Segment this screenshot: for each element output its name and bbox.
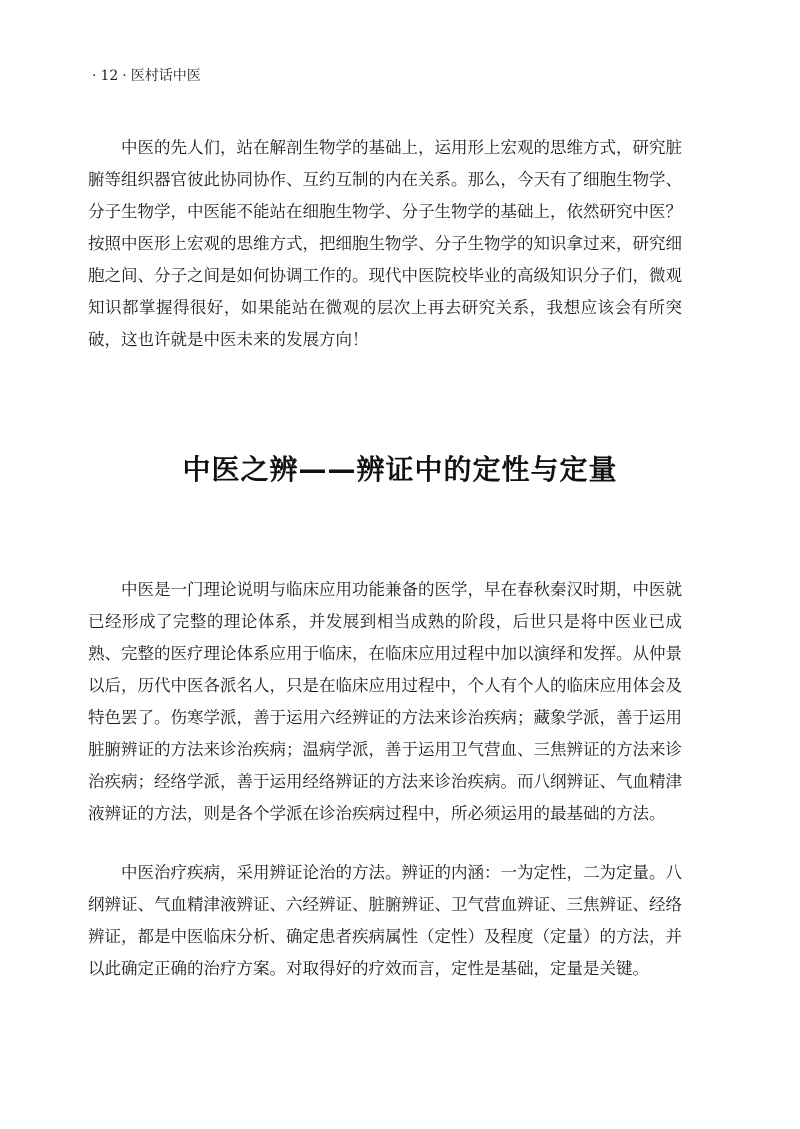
section-title: 中医之辨——辨证中的定性与定量	[182, 453, 618, 486]
bullet-separator: ·	[92, 68, 97, 84]
body-paragraph: 中医是一门理论说明与临床应用功能兼备的医学，早在春秋秦汉时期，中医就已经形成了完整的理论体系，并发展到相当成熟的阶段，后世只是将中医业已成熟、完整的医疗理论体系应用于临床，在临床应用过程中加以演绎和发挥。从仲景以后，历代中医各派名人，只是在临床应用过程中，个人有个人的临床应用体会及特色罢了。伤寒学派，善于运用六经辨证的方法来诊治疾病；藏象学派，善于运用脏腑辨证的方法来诊治疾病；温病学派，善于运用卫气营血、三焦辨证的方法来诊治疾病；经络学派，善于运用经络辨证的方法来诊治疾病。而八纲辨证、气血精津液辨证的方法，则是各个学派在诊治疾病过程中，所必须运用的最基础的方法。	[88, 580, 682, 823]
body-paragraph: 中医治疗疾病，采用辨证论治的方法。辨证的内涵：一为定性，二为定量。八纲辨证、气血精津液辨证、六经辨证、脏腑辨证、卫气营血辨证、三焦辨证、经络辨证，都是中医临床分析、确定患者疾病属性（定性）及程度（定量）的方法，并以此确定正确的治疗方案。对取得好的疗效而言，定性是基础，定量是关键。	[88, 863, 682, 978]
book-title: 医村话中医	[130, 68, 201, 84]
running-header	[88, 66, 201, 86]
bullet-separator: ·	[122, 68, 127, 84]
page-number: 12	[100, 68, 119, 84]
body-paragraph: 中医的先人们，站在解剖生物学的基础上，运用形上宏观的思维方式，研究脏腑等组织器官彼此协同协作、互约互制的内在关系。那么，今天有了细胞生物学、分子生物学，中医能不能站在细胞生物学、分子生物学的基础上，依然研究中医？按照中医形上宏观的思维方式，把细胞生物学、分子生物学的知识拿过来，研究细胞之间、分子之间是如何协调工作的。现代中医院校毕业的高级知识分子们，微观知识都掌握得很好，如果能站在微观的层次上再去研究关系，我想应该会有所突破，这也许就是中医未来的发展方向！	[88, 138, 682, 349]
